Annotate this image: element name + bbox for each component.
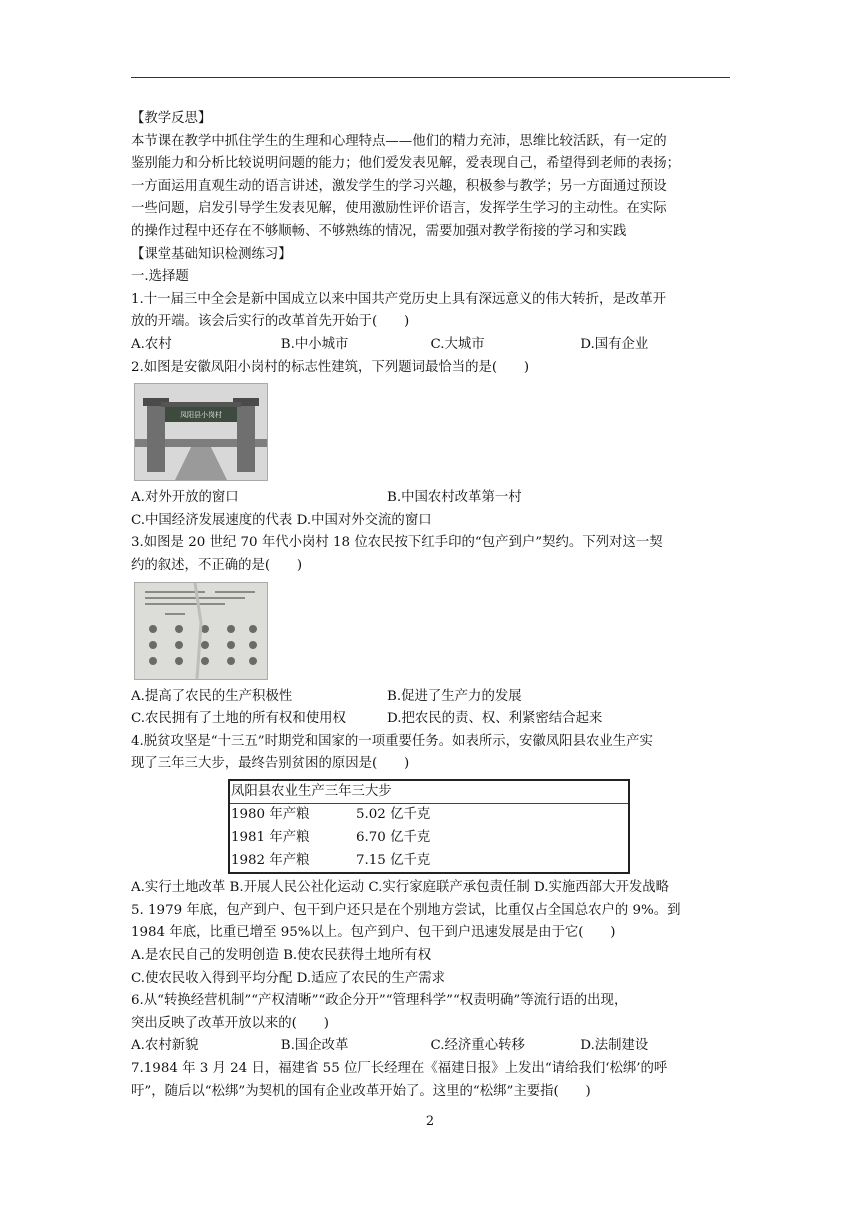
question-options: C.使农民收入得到平均分配 D.适应了农民的生产需求 — [131, 970, 445, 986]
page-content — [131, 108, 730, 1103]
question-stem: 吁”，随后以“松绑”为契机的国有企业改革开始了。这里的“松绑”主要指( ) — [131, 1083, 591, 1099]
question-stem: 5. 1979 年底，包产到户、包干到户还只是在个别地方尝试，比重仅占全国总农户的 9%。到 — [131, 902, 681, 918]
option-b: B.中小城市 — [280, 336, 349, 352]
question-stem: 2.如图是安徽凤阳小岗村的标志性建筑，下列题词最恰当的是( ) — [131, 359, 530, 375]
option-c: C.经济重心转移 — [430, 1038, 525, 1054]
table-cell-year: 1982 年产粮 — [231, 852, 310, 868]
question-stem: 1984 年底，比重已增至 95%以上。包产到户、包干到户迅速发展是由于它( ) — [131, 925, 616, 941]
page-number: 2 — [425, 1114, 435, 1129]
question-stem: 1.十一届三中全会是新中国成立以来中国共产党历史上具有深远意义的伟大转折，是改革开 — [131, 291, 667, 307]
grain-output-table — [228, 779, 630, 874]
reflection-line: 鉴别能力和分析比较说明问题的能力；他们爱发表见解，爱表现自己，希望得到老师的表扬； — [131, 156, 681, 172]
option-d: D.把农民的责、权、利紧密结合起来 — [387, 711, 603, 727]
question-options — [131, 708, 730, 731]
option-a: A.农村 — [131, 336, 172, 352]
table-title: 凤阳县农业生产三年三大步 — [229, 780, 629, 804]
contract-illustration — [135, 583, 267, 679]
option-b: B.促进了生产力的发展 — [387, 688, 522, 704]
question-options — [131, 1035, 730, 1058]
option-d: D.国有企业 — [580, 336, 649, 352]
question-options — [131, 334, 730, 357]
reflection-line: 本节课在教学中抓住学生的生理和心理特点——他们的精力充沛，思维比较活跃，有一定的 — [131, 133, 667, 149]
contract-photo — [134, 582, 268, 680]
option-b: B.国企改革 — [280, 1038, 349, 1054]
option-b: B.中国农村改革第一村 — [387, 490, 522, 506]
xiaogang-gate-photo — [134, 383, 268, 481]
question-stem: 6.从“转换经营机制”“产权清晰”“政企分开”“管理科学”“权责明确”等流行语的出现， — [131, 993, 628, 1009]
table-row — [229, 850, 629, 874]
table-cell-year: 1980 年产粮 — [231, 807, 310, 823]
option-d: D.法制建设 — [580, 1038, 649, 1054]
reflection-line: 一些问题，启发引导学生发表见解，使用激励性评价语言，发挥学生学习的主动性。在实际 — [131, 201, 667, 217]
option-c: C.大城市 — [430, 336, 485, 352]
section-title: 一.选择题 — [131, 269, 189, 285]
question-options — [131, 487, 730, 510]
question-stem: 约的叙述，不正确的是( ) — [131, 557, 303, 573]
table-cell-value: 5.02 亿千克 — [356, 807, 431, 823]
question-stem: 4.脱贫攻坚是“十三五”时期党和国家的一项重要任务。如表所示，安徽凤阳县农业生产实 — [131, 733, 653, 749]
question-stem: 现了三年三大步，最终告别贫困的原因是( ) — [131, 756, 410, 772]
reflection-line: 的操作过程中还存在不够顺畅、不够熟练的情况，需要加强对教学衔接的学习和实践 — [131, 223, 627, 239]
option-c: C.农民拥有了土地的所有权和使用权 — [131, 711, 346, 727]
table-cell-value: 6.70 亿千克 — [356, 830, 431, 846]
gate-sign-text: 凤阳县小岗村 — [180, 411, 222, 420]
table-row — [229, 804, 629, 827]
option-a: A.对外开放的窗口 — [131, 490, 239, 506]
reflection-heading: 【教学反思】 — [131, 111, 212, 126]
gate-illustration — [135, 384, 267, 480]
practice-heading: 【课堂基础知识检测练习】 — [131, 246, 292, 262]
question-stem: 3.如图是 20 世纪 70 年代小岗村 18 位农民按下红手印的“包产到户”契约。下列对这一契 — [131, 535, 663, 551]
header-rule — [131, 77, 730, 78]
table-cell-value: 7.15 亿千克 — [356, 852, 431, 868]
question-stem: 突出反映了改革开放以来的( ) — [131, 1015, 329, 1031]
question-options: A.实行土地改革 B.开展人民公社化运动 C.实行家庭联产承包责任制 D.实施西部大开发战略 — [131, 880, 670, 896]
question-options: C.中国经济发展速度的代表 D.中国对外交流的窗口 — [131, 512, 432, 528]
question-options — [131, 686, 730, 709]
question-options: A.是农民自己的发明创造 B.使农民获得土地所有权 — [131, 948, 432, 964]
question-stem: 7.1984 年 3 月 24 日，福建省 55 位厂长经理在《福建日报》上发出“请给我们‘松绑’的呼 — [131, 1061, 668, 1076]
option-a: A.提高了农民的生产积极性 — [131, 688, 293, 704]
option-a: A.农村新貌 — [131, 1038, 199, 1054]
table-cell-year: 1981 年产粮 — [231, 830, 310, 846]
question-stem: 放的开端。该会后实行的改革首先开始于( ) — [131, 314, 410, 330]
reflection-line: 一方面运用直观生动的语言讲述，激发学生的学习兴趣，积极参与教学；另一方面通过预设 — [131, 178, 667, 194]
table-row — [229, 827, 629, 850]
